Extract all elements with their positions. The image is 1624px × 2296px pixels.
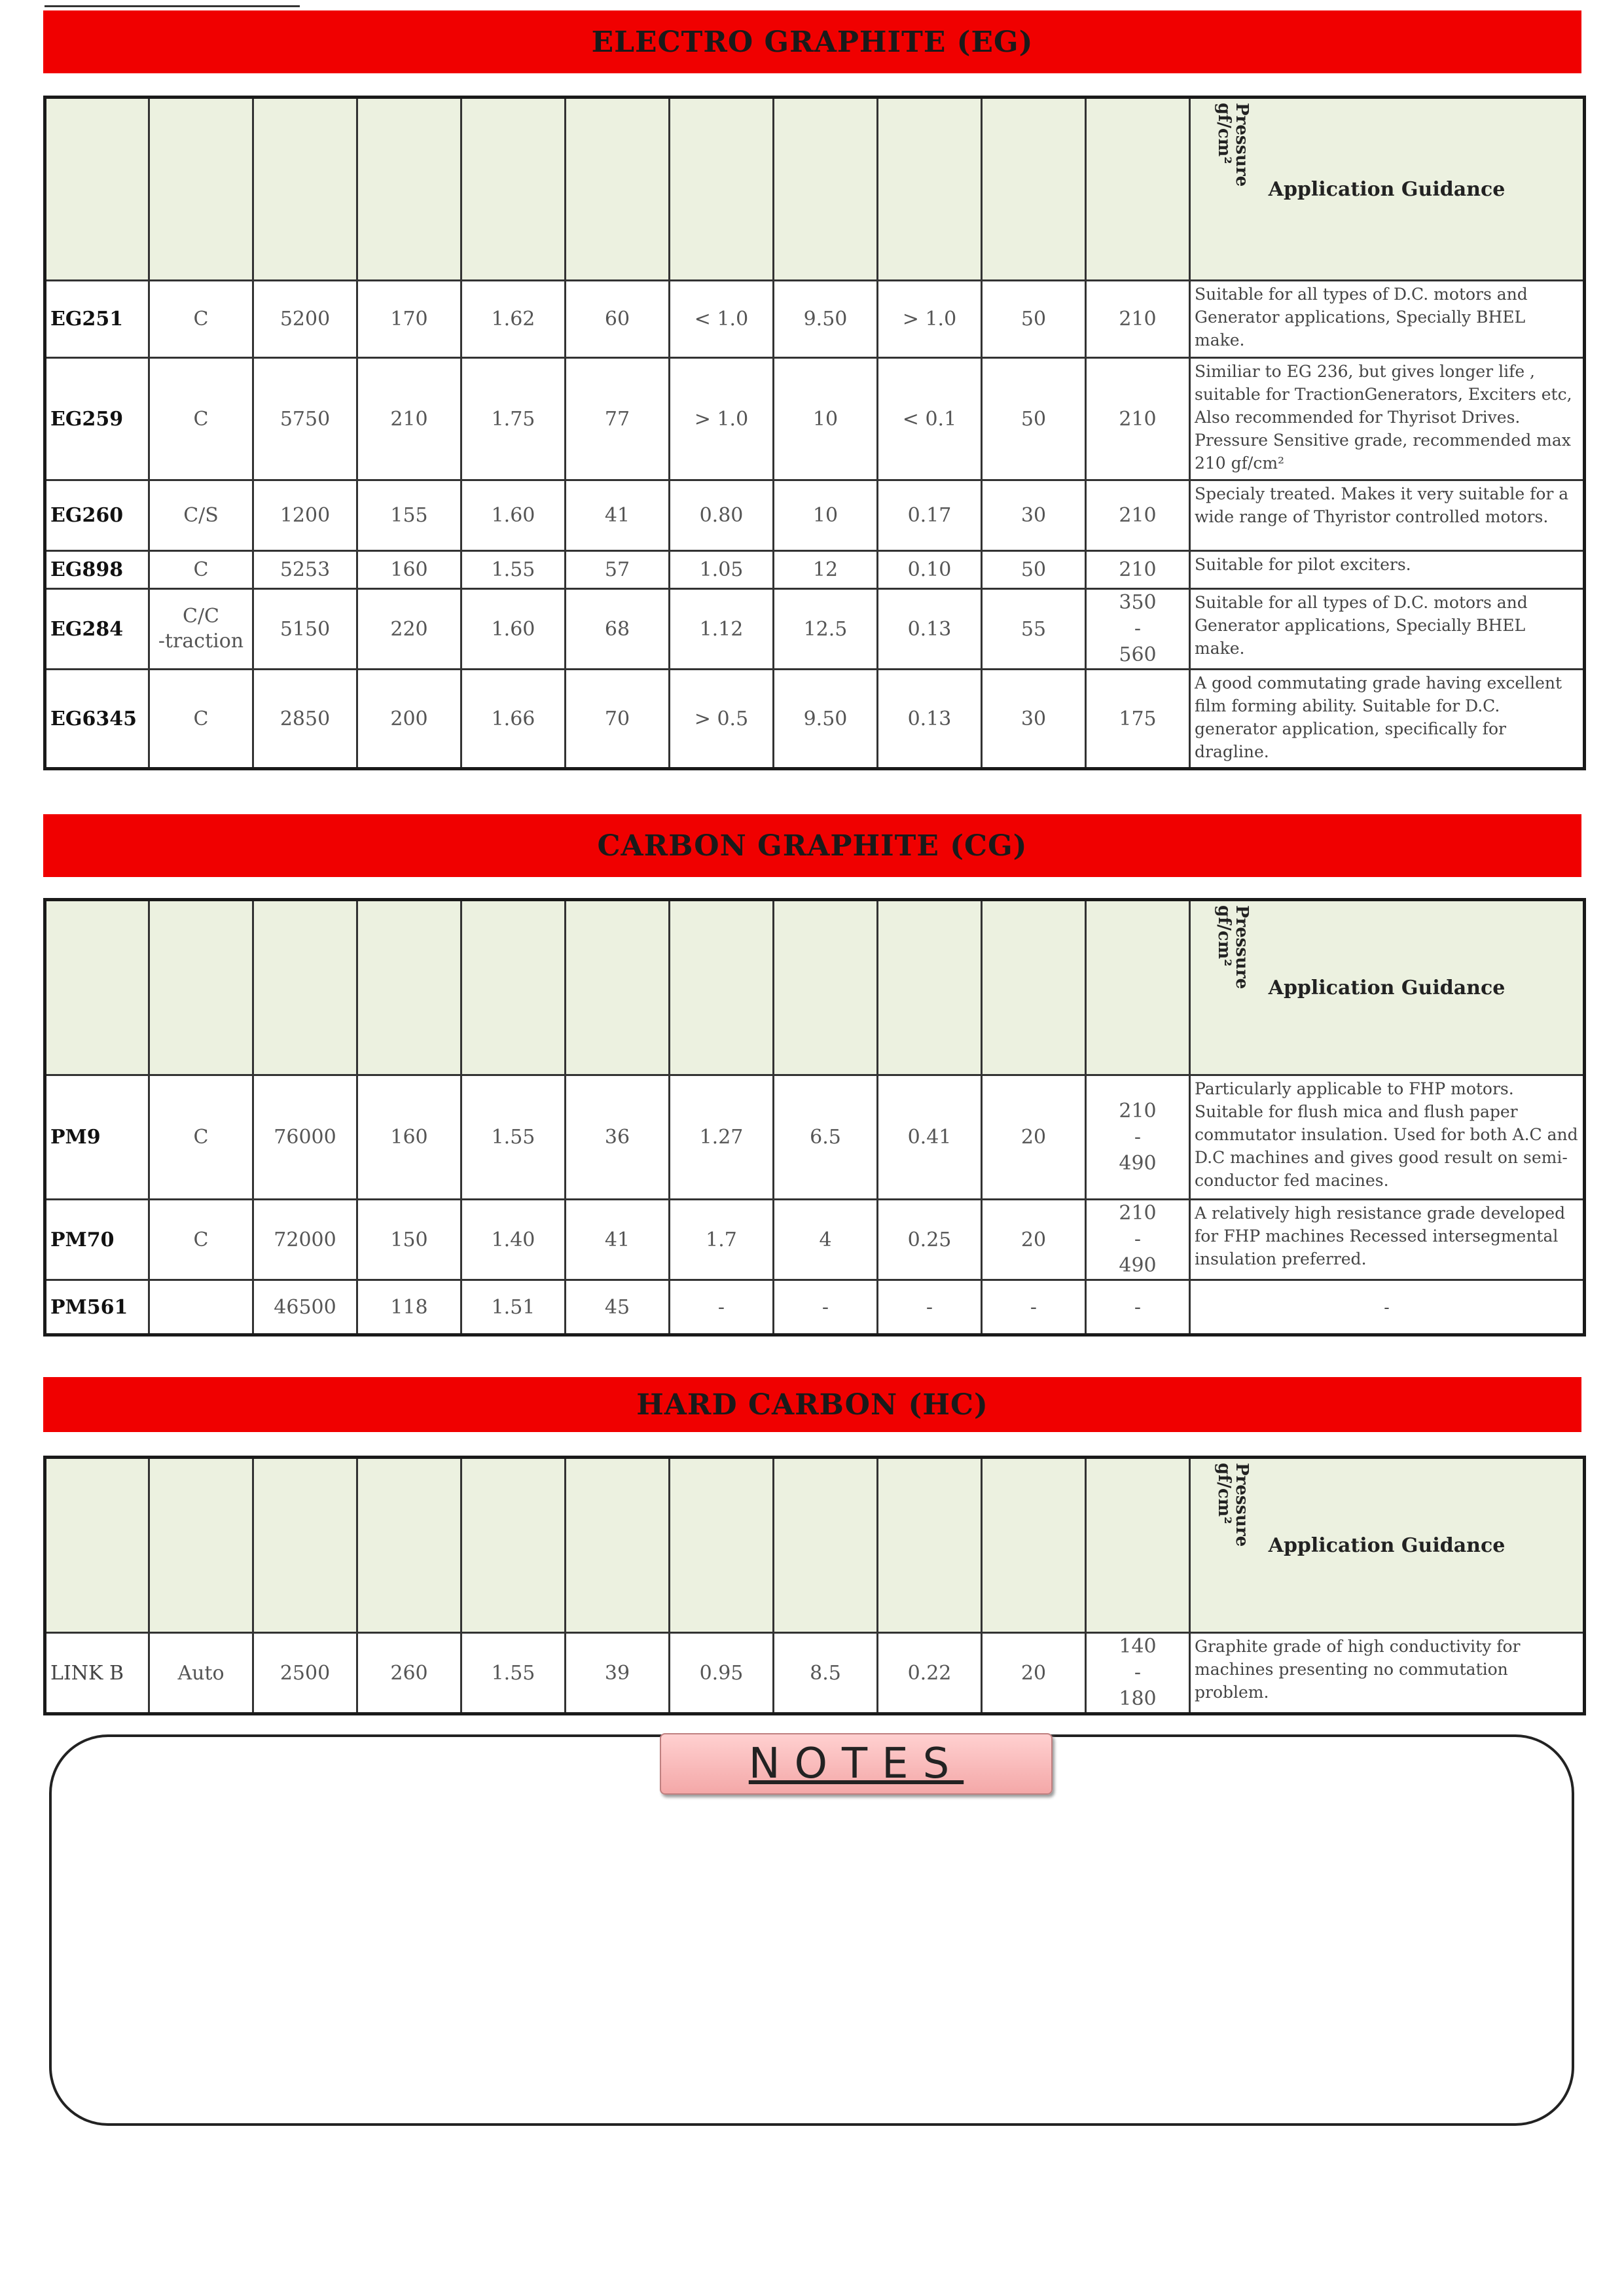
pressure-cell <box>1086 589 1190 670</box>
col-header-hardness <box>566 900 670 1075</box>
friction-cell: 0.13 <box>878 589 982 670</box>
col-header-hardness <box>566 98 670 281</box>
eg-section-banner <box>43 10 1581 73</box>
strength-cell: 118 <box>357 1280 461 1335</box>
hc-spec-table <box>43 1456 1586 1715</box>
application-cell <box>149 1280 253 1335</box>
friction-cell: - <box>878 1280 982 1335</box>
col-header-friction <box>878 900 982 1075</box>
col-header-pressure: Pressure gf/cm² <box>1086 900 1190 1075</box>
pressure-cell: - <box>1086 1280 1190 1335</box>
pressure-cell <box>1086 1200 1190 1280</box>
grade-cell: EG259 <box>45 358 149 480</box>
current-density-cell: 9.50 <box>774 670 878 769</box>
application-line-2: -traction <box>158 630 244 653</box>
friction-cell: 0.22 <box>878 1633 982 1714</box>
hardness-cell: 36 <box>566 1075 670 1200</box>
speed-cell: 50 <box>982 358 1086 480</box>
pressure-dash: - <box>1134 1125 1142 1149</box>
resistivity-cell: 2850 <box>253 670 357 769</box>
pressure-max: 560 <box>1119 643 1157 666</box>
col-header-speed <box>982 900 1086 1075</box>
current-density-cell: 9.50 <box>774 281 878 358</box>
guidance-cell: A relatively high resistance grade developed for FHP machines Recessed intersegmental insulation preferred. <box>1190 1200 1585 1280</box>
grade-cell: LINK B <box>45 1633 149 1714</box>
current-density-cell: 10 <box>774 480 878 551</box>
resistivity-cell: 5150 <box>253 589 357 670</box>
speed-cell: 30 <box>982 670 1086 769</box>
hardness-cell: 60 <box>566 281 670 358</box>
friction-cell: < 0.1 <box>878 358 982 480</box>
current-density-cell: 8.5 <box>774 1633 878 1714</box>
col-header-transverse-strength <box>357 98 461 281</box>
table-row <box>45 589 1585 670</box>
friction-cell: 0.17 <box>878 480 982 551</box>
pressure-cell: 210 <box>1086 358 1190 480</box>
application-line-1: C/C <box>182 605 219 628</box>
col-header-guidance: Application Guidance <box>1190 900 1585 1075</box>
hardness-cell: 41 <box>566 1200 670 1280</box>
guidance-cell: Suitable for all types of D.C. motors and Generator applications, Specially BHEL make. <box>1190 589 1585 670</box>
grade-cell: EG898 <box>45 551 149 589</box>
contact-drop-cell: 1.05 <box>670 551 774 589</box>
contact-drop-cell: 0.80 <box>670 480 774 551</box>
col-header-speed <box>982 1458 1086 1633</box>
speed-cell: 55 <box>982 589 1086 670</box>
grade-cell: EG284 <box>45 589 149 670</box>
table-row <box>45 1200 1585 1280</box>
col-header-contact-drop <box>670 98 774 281</box>
grade-cell: EG251 <box>45 281 149 358</box>
hardness-cell: 57 <box>566 551 670 589</box>
col-header-application <box>149 1458 253 1633</box>
guidance-cell: Specialy treated. Makes it very suitable for a wide range of Thyristor controlled motors. <box>1190 480 1585 551</box>
application-cell: C <box>149 670 253 769</box>
col-header-guidance: Application Guidance <box>1190 98 1585 281</box>
speed-cell: 20 <box>982 1200 1086 1280</box>
hardness-cell: 41 <box>566 480 670 551</box>
col-header-application <box>149 98 253 281</box>
strength-cell: 220 <box>357 589 461 670</box>
col-header-current-density <box>774 98 878 281</box>
col-header-application <box>149 900 253 1075</box>
guidance-cell: Similiar to EG 236, but gives longer life , suitable for TractionGenerators, Exciters etc, Also recommended for Thyrisot Drives. Pressure Sensitive grade, recommended max 210 gf/cm² <box>1190 358 1585 480</box>
density-cell: 1.55 <box>461 551 566 589</box>
col-header-density <box>461 98 566 281</box>
table-row <box>45 281 1585 358</box>
pressure-dash: - <box>1134 617 1142 640</box>
resistivity-cell: 76000 <box>253 1075 357 1200</box>
contact-drop-cell: > 1.0 <box>670 358 774 480</box>
strength-cell: 155 <box>357 480 461 551</box>
current-density-cell: 6.5 <box>774 1075 878 1200</box>
hc-section-title: HARD CARBON (HC) <box>636 1388 988 1422</box>
contact-drop-cell: 0.95 <box>670 1633 774 1714</box>
table-row <box>45 1633 1585 1714</box>
pressure-dash: - <box>1134 1228 1142 1251</box>
density-cell: 1.60 <box>461 589 566 670</box>
col-header-speed <box>982 98 1086 281</box>
strength-cell: 200 <box>357 670 461 769</box>
pressure-min: 210 <box>1119 1099 1157 1122</box>
col-header-transverse-strength <box>357 900 461 1075</box>
pressure-cell: 210 <box>1086 551 1190 589</box>
resistivity-cell: 5253 <box>253 551 357 589</box>
hardness-cell: 77 <box>566 358 670 480</box>
guidance-cell: Graphite grade of high conductivity for machines presenting no commutation problem. <box>1190 1633 1585 1714</box>
col-header-resistivity <box>253 98 357 281</box>
guidance-cell: - <box>1190 1280 1585 1335</box>
grade-cell: EG260 <box>45 480 149 551</box>
eg-header-row <box>45 98 1585 281</box>
density-cell: 1.66 <box>461 670 566 769</box>
hardness-cell: 70 <box>566 670 670 769</box>
application-cell: C/S <box>149 480 253 551</box>
col-header-pressure: Pressure gf/cm² <box>1086 98 1190 281</box>
col-header-density <box>461 900 566 1075</box>
notes-label: NOTES <box>660 1733 1053 1795</box>
guidance-cell: Suitable for pilot exciters. <box>1190 551 1585 589</box>
col-header-resistivity <box>253 900 357 1075</box>
hardness-cell: 39 <box>566 1633 670 1714</box>
hardness-cell: 45 <box>566 1280 670 1335</box>
speed-cell: - <box>982 1280 1086 1335</box>
application-cell: Auto <box>149 1633 253 1714</box>
strength-cell: 150 <box>357 1200 461 1280</box>
col-header-grade <box>45 900 149 1075</box>
col-header-transverse-strength <box>357 1458 461 1633</box>
col-header-guidance: Application Guidance <box>1190 1458 1585 1633</box>
friction-cell: 0.25 <box>878 1200 982 1280</box>
eg-section-title: ELECTRO GRAPHITE (EG) <box>591 25 1034 59</box>
pressure-cell: 210 <box>1086 480 1190 551</box>
application-cell: C <box>149 1075 253 1200</box>
cg-section-banner <box>43 814 1581 877</box>
strength-cell: 260 <box>357 1633 461 1714</box>
grade-cell: PM9 <box>45 1075 149 1200</box>
strength-cell: 170 <box>357 281 461 358</box>
cg-section-title: CARBON GRAPHITE (CG) <box>597 829 1028 863</box>
application-cell: C <box>149 358 253 480</box>
current-density-cell: - <box>774 1280 878 1335</box>
contact-drop-cell: 1.27 <box>670 1075 774 1200</box>
contact-drop-cell: - <box>670 1280 774 1335</box>
table-row <box>45 670 1585 769</box>
pressure-min: 140 <box>1119 1635 1157 1658</box>
grade-cell: PM561 <box>45 1280 149 1335</box>
guidance-cell: A good commutating grade having excellent film forming ability. Suitable for D.C. generator application, specifically for dragline. <box>1190 670 1585 769</box>
application-cell: C <box>149 551 253 589</box>
col-header-current-density <box>774 1458 878 1633</box>
density-cell: 1.75 <box>461 358 566 480</box>
guidance-cell: Suitable for all types of D.C. motors and Generator applications, Specially BHEL make. <box>1190 281 1585 358</box>
grade-cell: EG6345 <box>45 670 149 769</box>
speed-cell: 20 <box>982 1075 1086 1200</box>
pressure-cell: 210 <box>1086 281 1190 358</box>
density-cell: 1.62 <box>461 281 566 358</box>
application-cell: C <box>149 281 253 358</box>
speed-cell: 20 <box>982 1633 1086 1714</box>
strength-cell: 160 <box>357 1075 461 1200</box>
density-cell: 1.40 <box>461 1200 566 1280</box>
resistivity-cell: 5200 <box>253 281 357 358</box>
density-cell: 1.55 <box>461 1633 566 1714</box>
pressure-cell <box>1086 1633 1190 1714</box>
col-header-friction <box>878 1458 982 1633</box>
col-header-density <box>461 1458 566 1633</box>
contact-drop-cell: 1.12 <box>670 589 774 670</box>
friction-cell: 0.10 <box>878 551 982 589</box>
col-header-resistivity <box>253 1458 357 1633</box>
application-cell <box>149 589 253 670</box>
col-header-grade <box>45 98 149 281</box>
contact-drop-cell: < 1.0 <box>670 281 774 358</box>
table-row <box>45 1280 1585 1335</box>
table-row <box>45 480 1585 551</box>
guidance-cell: Particularly applicable to FHP motors. Suitable for flush mica and flush paper commutator insulation. Used for both A.C and D.C machines and gives good result on semi-conductor fed macines. <box>1190 1075 1585 1200</box>
col-header-current-density <box>774 900 878 1075</box>
application-cell: C <box>149 1200 253 1280</box>
resistivity-cell: 72000 <box>253 1200 357 1280</box>
resistivity-cell: 46500 <box>253 1280 357 1335</box>
table-row <box>45 358 1585 480</box>
pressure-dash: - <box>1134 1661 1142 1684</box>
current-density-cell: 4 <box>774 1200 878 1280</box>
hardness-cell: 68 <box>566 589 670 670</box>
top-edge-rule <box>45 0 300 7</box>
table-row <box>45 1075 1585 1200</box>
density-cell: 1.60 <box>461 480 566 551</box>
current-density-cell: 12 <box>774 551 878 589</box>
table-row <box>45 551 1585 589</box>
strength-cell: 160 <box>357 551 461 589</box>
pressure-min: 210 <box>1119 1202 1157 1225</box>
col-header-grade <box>45 1458 149 1633</box>
cg-spec-table <box>43 898 1586 1336</box>
resistivity-cell: 1200 <box>253 480 357 551</box>
hc-header-row <box>45 1458 1585 1633</box>
resistivity-cell: 2500 <box>253 1633 357 1714</box>
pressure-max: 490 <box>1119 1151 1157 1175</box>
current-density-cell: 10 <box>774 358 878 480</box>
friction-cell: > 1.0 <box>878 281 982 358</box>
speed-cell: 50 <box>982 551 1086 589</box>
density-cell: 1.51 <box>461 1280 566 1335</box>
col-header-hardness <box>566 1458 670 1633</box>
resistivity-cell: 5750 <box>253 358 357 480</box>
contact-drop-cell: > 0.5 <box>670 670 774 769</box>
pressure-cell <box>1086 1075 1190 1200</box>
contact-drop-cell: 1.7 <box>670 1200 774 1280</box>
hc-section-banner <box>43 1377 1581 1432</box>
pressure-cell: 175 <box>1086 670 1190 769</box>
friction-cell: 0.13 <box>878 670 982 769</box>
col-header-contact-drop <box>670 900 774 1075</box>
col-header-pressure: Pressure gf/cm² <box>1086 1458 1190 1633</box>
friction-cell: 0.41 <box>878 1075 982 1200</box>
pressure-max: 180 <box>1119 1687 1157 1710</box>
current-density-cell: 12.5 <box>774 589 878 670</box>
pressure-min: 350 <box>1119 591 1157 614</box>
strength-cell: 210 <box>357 358 461 480</box>
eg-spec-table <box>43 96 1586 770</box>
speed-cell: 50 <box>982 281 1086 358</box>
col-header-friction <box>878 98 982 281</box>
cg-header-row <box>45 900 1585 1075</box>
pressure-max: 490 <box>1119 1254 1157 1277</box>
col-header-contact-drop <box>670 1458 774 1633</box>
speed-cell: 30 <box>982 480 1086 551</box>
grade-cell: PM70 <box>45 1200 149 1280</box>
density-cell: 1.55 <box>461 1075 566 1200</box>
